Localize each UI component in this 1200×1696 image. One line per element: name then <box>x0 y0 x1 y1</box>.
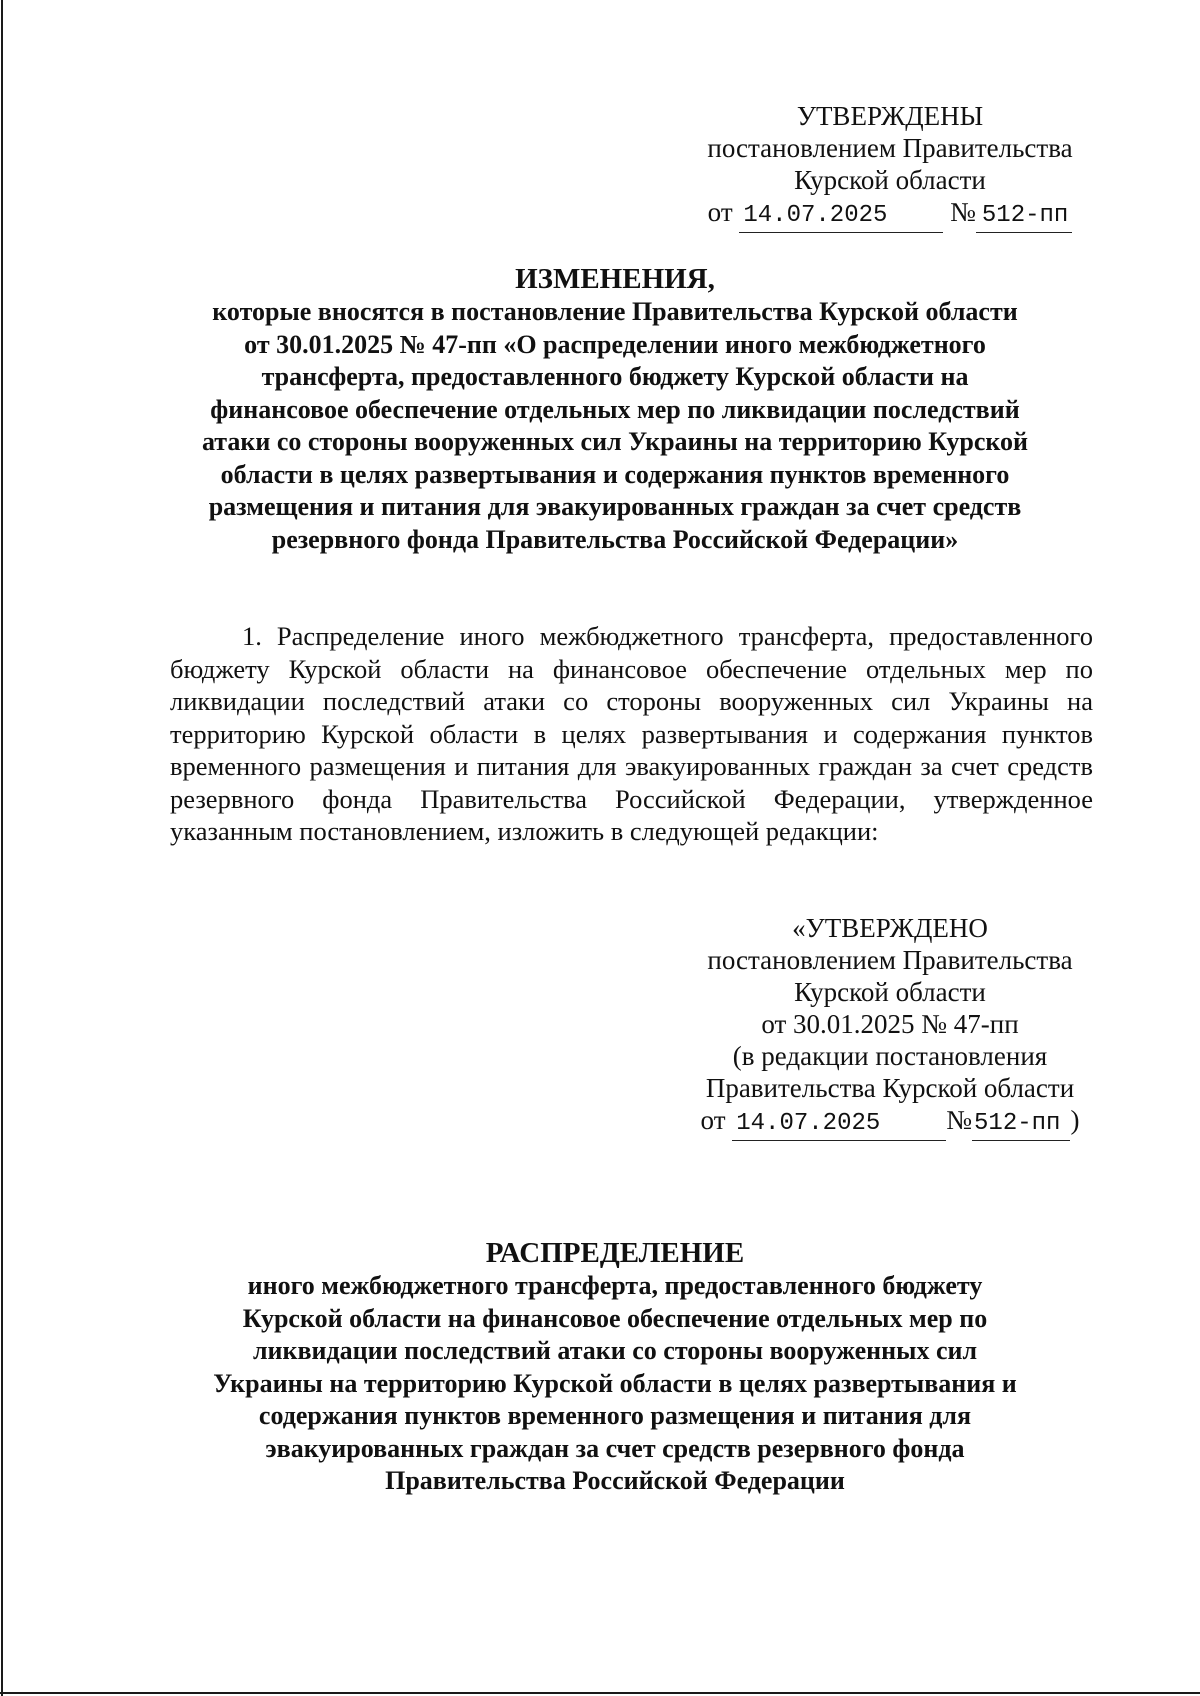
changes-title: ИЗМЕНЕНИЯ, <box>515 263 715 295</box>
changes-line: трансферта, предоставленного бюджету Курской области на <box>261 362 969 391</box>
page-bottom-edge <box>0 1692 1200 1694</box>
approval-date: 14.07.2025 <box>739 200 943 233</box>
approval-2-region: Курской области <box>794 977 986 1007</box>
distribution-line: Украины на территорию Курской области в целях развертывания и <box>213 1368 1017 1398</box>
number-prefix: № <box>946 1105 973 1135</box>
changes-line: которые вносятся в постановление Правительства Курской области <box>212 297 1018 326</box>
date-prefix: от <box>700 1105 726 1135</box>
page-left-edge <box>1 0 3 1696</box>
approval-2-edition-line1: (в редакции постановления <box>732 1041 1048 1071</box>
close-paren: ) <box>1070 1105 1080 1135</box>
approval-block-edition <box>690 912 1090 1141</box>
approval-2-title: «УТВЕРЖДЕНО <box>792 913 988 943</box>
approval-2-number: 512-пп <box>972 1108 1070 1141</box>
distribution-line: эвакуированных граждан за счет средств резервного фонда <box>265 1433 965 1463</box>
date-prefix: от <box>707 197 733 227</box>
approval-2-date: 14.07.2025 <box>732 1108 946 1141</box>
changes-line: от 30.01.2025 № 47-пп «О распределении иного межбюджетного <box>244 329 986 359</box>
distribution-heading <box>120 1236 1110 1498</box>
changes-line: финансовое обеспечение отдельных мер по ликвидации последствий <box>210 394 1020 424</box>
changes-line: размещения и питания для эвакуированных граждан за счет средств <box>208 492 1022 521</box>
approval-block <box>690 100 1090 233</box>
changes-line: атаки со стороны вооруженных сил Украины на территорию Курской <box>201 427 1029 456</box>
approval-2-edition-line2: Правительства Курской области <box>705 1073 1075 1103</box>
number-prefix: № <box>950 197 976 227</box>
approval-number: 512-пп <box>976 200 1072 233</box>
distribution-line: Правительства Российской Федерации <box>385 1466 845 1495</box>
approval-region: Курской области <box>794 165 986 195</box>
approval-2-original: от 30.01.2025 № 47-пп <box>761 1009 1019 1039</box>
distribution-line: Курской области на финансовое обеспечение отдельных мер по <box>242 1303 988 1333</box>
paragraph-1: 1. Распределение иного межбюджетного трансферта, предоставленного бюджету Курской области на финансовое обеспечение отдельных мер по ликвидации последствий атаки со стороны вооруженных сил Украины на территорию Курской области в целях развертывания и содержания пунктов временного размещения и питания для эвакуированных граждан за счет средств резервного фонда Правительства Российской Федерации, утвержденное указанным постановлением, изложить в следующей редакции: <box>170 621 1093 846</box>
changes-line: области в целях развертывания и содержания пунктов временного <box>220 459 1010 489</box>
approval-by-line: постановлением Правительства <box>707 133 1073 163</box>
approval-title: УТВЕРЖДЕНЫ <box>796 101 984 131</box>
distribution-line: содержания пунктов временного размещения и питания для <box>258 1401 972 1430</box>
distribution-title: РАСПРЕДЕЛЕНИЕ <box>485 1237 745 1269</box>
changes-heading <box>120 262 1110 556</box>
distribution-line: иного межбюджетного трансферта, предоставленного бюджету <box>247 1271 983 1300</box>
approval-date-line <box>690 196 1090 233</box>
approval-2-by-line: постановлением Правительства <box>707 945 1073 975</box>
distribution-line: ликвидации последствий атаки со стороны вооруженных сил <box>252 1336 978 1365</box>
approval-2-date-line <box>690 1104 1090 1141</box>
changes-line: резервного фонда Правительства Российской Федерации» <box>271 524 959 554</box>
